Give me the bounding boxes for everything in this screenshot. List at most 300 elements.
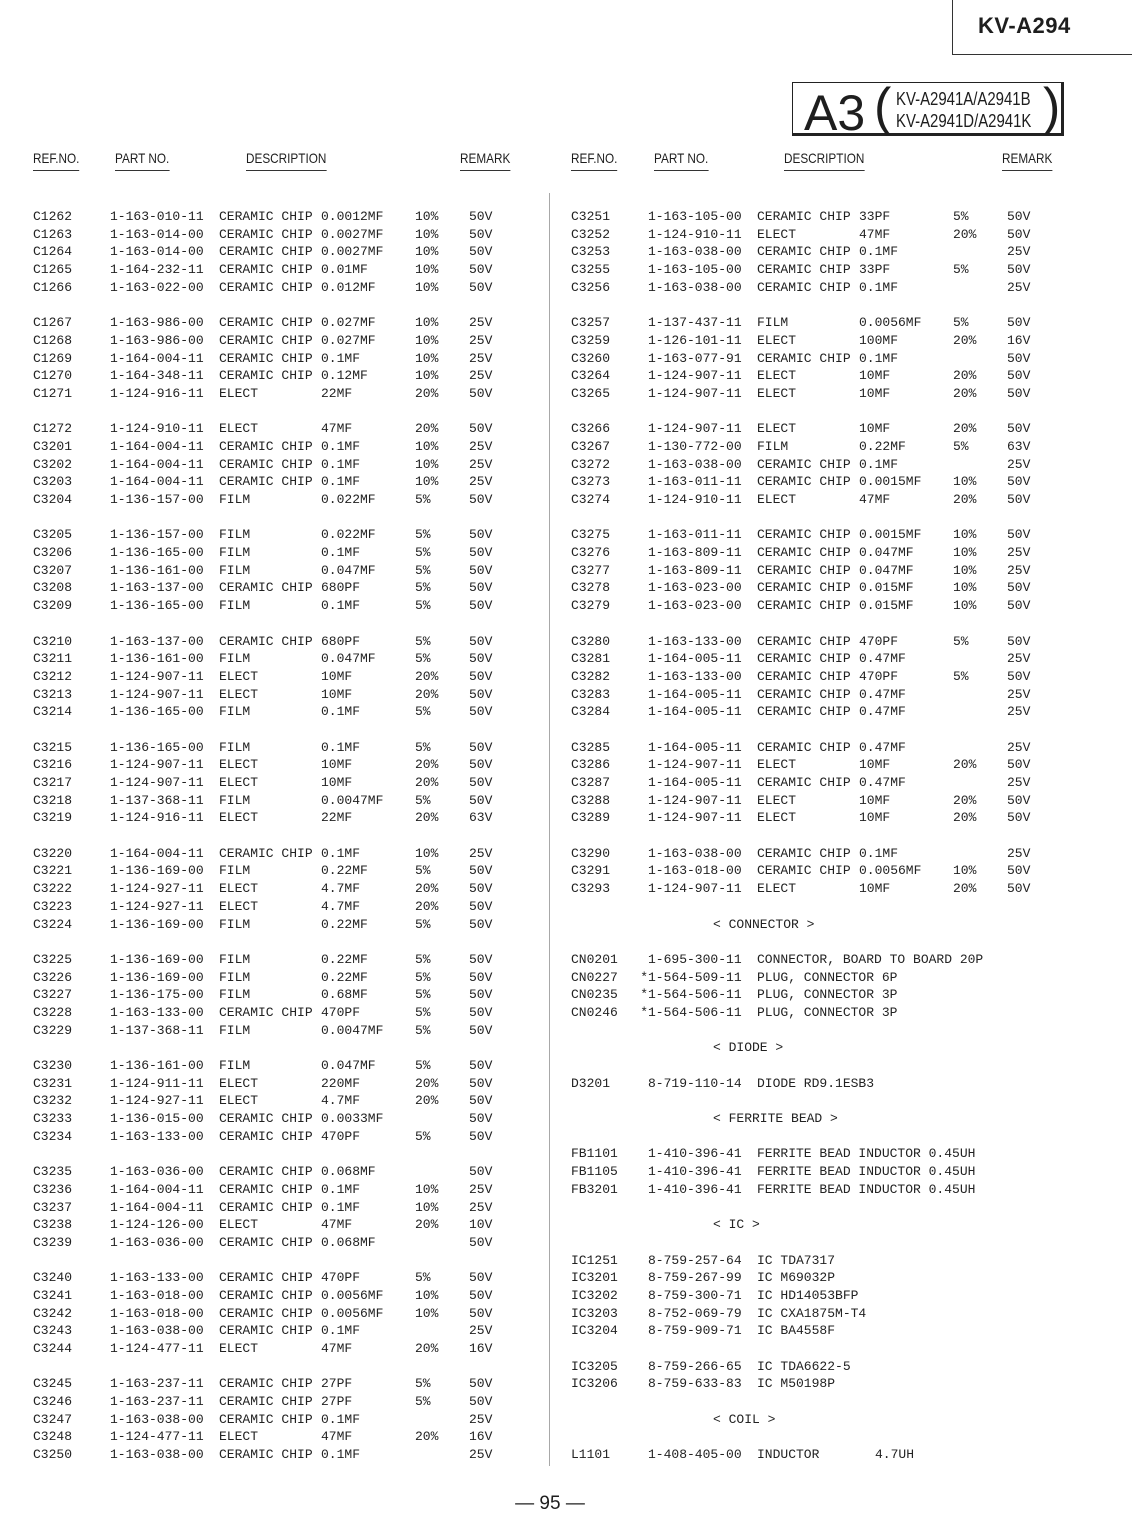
description: CERAMIC CHIP bbox=[757, 598, 851, 614]
tolerance: 5% bbox=[415, 1270, 431, 1286]
part-no: 1-163-023-00 bbox=[648, 580, 742, 596]
column-header-part: PART NO. bbox=[115, 150, 169, 171]
description: ELECT bbox=[757, 421, 797, 437]
part-row bbox=[33, 491, 543, 509]
voltage: 50V bbox=[469, 987, 493, 1003]
value: 33PF bbox=[859, 209, 891, 224]
ref-no: C3221 bbox=[33, 863, 73, 879]
description: CERAMIC CHIP bbox=[219, 1411, 313, 1427]
ref-no: C3253 bbox=[571, 244, 611, 260]
ref-no: IC3205 bbox=[571, 1358, 618, 1374]
voltage: 50V bbox=[469, 1128, 493, 1144]
voltage: 50V bbox=[1007, 633, 1031, 649]
part-no: 1-163-986-00 bbox=[110, 332, 204, 348]
voltage: 25V bbox=[1007, 686, 1031, 702]
tolerance: 10% bbox=[415, 1305, 439, 1321]
part-row bbox=[33, 420, 543, 438]
part-row bbox=[33, 1446, 543, 1464]
value: 22MF bbox=[321, 385, 353, 401]
part-no: 1-163-022-00 bbox=[110, 279, 204, 295]
description: ELECT bbox=[219, 1093, 259, 1109]
part-row bbox=[571, 279, 1071, 297]
part-row bbox=[33, 1375, 543, 1393]
description: CERAMIC CHIP bbox=[219, 244, 313, 260]
part-no: 8-759-909-71 bbox=[648, 1323, 742, 1339]
ref-no: C3232 bbox=[33, 1093, 73, 1109]
description: CERAMIC CHIP bbox=[757, 350, 851, 366]
voltage: 25V bbox=[469, 1447, 493, 1463]
tolerance: 20% bbox=[953, 792, 977, 808]
ref-no: C3219 bbox=[33, 810, 73, 826]
value: 22MF bbox=[321, 810, 353, 826]
tolerance: 20% bbox=[415, 1217, 439, 1233]
description: FILM bbox=[219, 1022, 251, 1038]
part-row bbox=[33, 633, 543, 651]
part-no: 1-163-011-11 bbox=[648, 527, 742, 543]
tolerance: 10% bbox=[953, 580, 977, 596]
ref-no: C1266 bbox=[33, 279, 73, 295]
model-number: KV-A294 bbox=[978, 13, 1071, 38]
part-row bbox=[33, 279, 543, 297]
tolerance: 5% bbox=[415, 598, 431, 614]
part-row bbox=[33, 898, 543, 916]
part-no: 1-124-910-11 bbox=[648, 492, 742, 507]
part-row bbox=[33, 969, 543, 987]
part-no: 1-163-038-00 bbox=[648, 456, 742, 472]
value: 0.1MF bbox=[321, 438, 361, 454]
ref-no: C3231 bbox=[33, 1075, 73, 1091]
ref-no: C3250 bbox=[33, 1447, 73, 1463]
part-no: 1-136-165-00 bbox=[110, 704, 204, 720]
part-no: 8-752-069-79 bbox=[648, 1305, 742, 1321]
part-no: 1-126-101-11 bbox=[648, 332, 742, 348]
section-block bbox=[571, 1039, 1071, 1057]
value: 0.22MF bbox=[321, 863, 368, 879]
model-variant: KV-A2941A/A2941B bbox=[896, 89, 1031, 109]
value: 0.1MF bbox=[859, 456, 899, 472]
part-no: 1-408-405-00 bbox=[648, 1447, 742, 1463]
tolerance: 20% bbox=[415, 1429, 439, 1445]
value: 0.1MF bbox=[321, 1181, 361, 1197]
parts-group bbox=[33, 420, 543, 508]
tolerance: 10% bbox=[953, 562, 977, 578]
description: FILM bbox=[219, 969, 251, 985]
ref-no: C3215 bbox=[33, 739, 73, 755]
value: 0.015MF bbox=[859, 580, 914, 596]
part-no: 1-164-232-11 bbox=[110, 262, 204, 278]
voltage: 50V bbox=[1007, 668, 1031, 684]
value: 0.68MF bbox=[321, 987, 368, 1003]
tolerance: 5% bbox=[953, 315, 969, 331]
part-no: 1-163-809-11 bbox=[648, 545, 742, 561]
part-row bbox=[33, 1181, 543, 1199]
value: 27PF bbox=[321, 1394, 353, 1410]
ref-no: C3256 bbox=[571, 279, 611, 295]
ref-no: CN0201 bbox=[571, 951, 618, 967]
part-no: 8-759-266-65 bbox=[648, 1358, 742, 1374]
ref-no: FB1101 bbox=[571, 1146, 618, 1162]
tolerance: 10% bbox=[415, 1287, 439, 1303]
part-no: 1-124-907-11 bbox=[110, 686, 204, 702]
description: ELECT bbox=[757, 332, 797, 348]
description: ELECT bbox=[757, 385, 797, 401]
column-header-description: DESCRIPTION bbox=[246, 150, 326, 171]
part-row bbox=[571, 261, 1071, 279]
ref-no: C3273 bbox=[571, 474, 611, 490]
tolerance: 5% bbox=[415, 1058, 431, 1073]
parts-group bbox=[571, 739, 1071, 827]
parts-group bbox=[33, 739, 543, 827]
tolerance: 5% bbox=[415, 969, 431, 985]
voltage: 25V bbox=[1007, 845, 1031, 861]
part-no: 1-124-907-11 bbox=[648, 792, 742, 808]
description: CERAMIC CHIP bbox=[219, 315, 313, 331]
part-row bbox=[33, 208, 543, 226]
description: ELECT bbox=[219, 1075, 259, 1091]
description: CERAMIC CHIP bbox=[219, 1270, 313, 1286]
description: PLUG, CONNECTOR 6P bbox=[757, 969, 898, 985]
tolerance: 5% bbox=[415, 545, 431, 561]
description: CERAMIC CHIP bbox=[219, 1128, 313, 1144]
value: 470PF bbox=[859, 668, 899, 684]
part-no: 1-164-348-11 bbox=[110, 368, 204, 384]
tolerance: 10% bbox=[415, 332, 439, 348]
voltage: 50V bbox=[1007, 350, 1031, 366]
part-no: 1-137-437-11 bbox=[648, 315, 742, 331]
part-no: 1-124-907-11 bbox=[648, 757, 742, 773]
ref-no: C3242 bbox=[33, 1305, 73, 1321]
part-no: 1-124-910-11 bbox=[648, 226, 742, 242]
part-no: 1-164-004-11 bbox=[110, 456, 204, 472]
description: ELECT bbox=[219, 775, 259, 790]
ref-no: C3286 bbox=[571, 757, 611, 773]
description: CERAMIC CHIP bbox=[757, 739, 851, 755]
part-no: 1-136-169-00 bbox=[110, 951, 204, 967]
voltage: 10V bbox=[469, 1217, 493, 1233]
description: ELECT bbox=[757, 492, 797, 507]
tolerance: 10% bbox=[415, 226, 439, 242]
ref-no: C3265 bbox=[571, 385, 611, 401]
part-no: 1-124-910-11 bbox=[110, 421, 204, 437]
voltage: 63V bbox=[1007, 438, 1031, 454]
value: 10MF bbox=[859, 421, 891, 437]
ref-no: C1272 bbox=[33, 421, 73, 437]
part-row bbox=[33, 756, 543, 774]
part-row bbox=[33, 1022, 543, 1040]
part-no: 1-164-004-11 bbox=[110, 845, 204, 861]
description: CERAMIC CHIP bbox=[757, 704, 851, 720]
description: ELECT bbox=[219, 1341, 259, 1356]
ref-no: C3208 bbox=[33, 580, 73, 596]
ref-no: C3209 bbox=[33, 598, 73, 614]
parts-group bbox=[33, 526, 543, 614]
parts-group bbox=[571, 1252, 1071, 1340]
part-no: 1-124-916-11 bbox=[110, 810, 204, 826]
description: FILM bbox=[219, 863, 251, 879]
voltage: 50V bbox=[469, 244, 493, 260]
part-no: 1-124-907-11 bbox=[648, 385, 742, 401]
description: IC M50198P bbox=[757, 1376, 836, 1392]
part-row bbox=[33, 473, 543, 491]
ref-no: L1101 bbox=[571, 1447, 611, 1463]
voltage: 50V bbox=[469, 1022, 493, 1038]
tolerance: 10% bbox=[415, 209, 439, 224]
part-row bbox=[571, 1446, 1071, 1464]
description: ELECT bbox=[219, 686, 259, 702]
value: 0.068MF bbox=[321, 1234, 376, 1250]
part-no: 1-136-165-00 bbox=[110, 545, 204, 561]
part-row bbox=[571, 1269, 1071, 1287]
voltage: 50V bbox=[469, 279, 493, 295]
tolerance: 20% bbox=[953, 385, 977, 401]
value: 0.027MF bbox=[321, 315, 376, 331]
value: 0.0047MF bbox=[321, 792, 384, 808]
voltage: 25V bbox=[1007, 651, 1031, 667]
part-row bbox=[33, 367, 543, 385]
tolerance: 20% bbox=[415, 385, 439, 401]
value: 0.068MF bbox=[321, 1164, 376, 1180]
part-no: 8-759-300-71 bbox=[648, 1287, 742, 1303]
voltage: 50V bbox=[469, 385, 493, 401]
parts-group bbox=[33, 951, 543, 1039]
part-no: 1-124-907-11 bbox=[110, 668, 204, 684]
page-number: — 95 — bbox=[515, 1493, 585, 1514]
part-no: 1-136-157-00 bbox=[110, 492, 204, 507]
ref-no: C3257 bbox=[571, 315, 611, 331]
tolerance: 10% bbox=[415, 456, 439, 472]
part-no: 1-163-018-00 bbox=[110, 1305, 204, 1321]
tolerance: 5% bbox=[415, 651, 431, 667]
description: FILM bbox=[219, 527, 251, 543]
part-no: 1-136-169-00 bbox=[110, 969, 204, 985]
tolerance: 20% bbox=[953, 881, 977, 897]
voltage: 50V bbox=[469, 562, 493, 578]
voltage: 25V bbox=[469, 438, 493, 454]
part-row bbox=[33, 986, 543, 1004]
value: 0.0015MF bbox=[859, 527, 922, 543]
part-no: 1-124-907-11 bbox=[648, 810, 742, 826]
parts-group bbox=[33, 633, 543, 721]
voltage: 50V bbox=[469, 633, 493, 649]
part-no: 1-163-014-00 bbox=[110, 244, 204, 260]
part-row bbox=[571, 385, 1071, 403]
part-row bbox=[571, 739, 1071, 757]
value: 0.047MF bbox=[321, 1058, 376, 1073]
voltage: 50V bbox=[1007, 863, 1031, 879]
description: CERAMIC CHIP bbox=[219, 456, 313, 472]
voltage: 50V bbox=[469, 527, 493, 543]
part-row bbox=[571, 633, 1071, 651]
value: 4.7MF bbox=[321, 881, 361, 897]
value: 47MF bbox=[321, 421, 353, 437]
voltage: 25V bbox=[1007, 545, 1031, 561]
voltage: 50V bbox=[1007, 315, 1031, 331]
part-row bbox=[33, 1234, 543, 1252]
ref-no: C3285 bbox=[571, 739, 611, 755]
value: 0.047MF bbox=[859, 545, 914, 561]
section-block bbox=[571, 1411, 1071, 1429]
description: PLUG, CONNECTOR 3P bbox=[757, 987, 898, 1003]
part-no: 1-124-126-00 bbox=[110, 1217, 204, 1233]
part-no: 1-163-986-00 bbox=[110, 315, 204, 331]
voltage: 50V bbox=[1007, 421, 1031, 437]
model-variants bbox=[896, 88, 1031, 132]
description: IC M69032P bbox=[757, 1270, 836, 1286]
voltage: 25V bbox=[1007, 775, 1031, 790]
part-row bbox=[33, 1393, 543, 1411]
ref-no: C3274 bbox=[571, 492, 611, 507]
board-id: A3 bbox=[804, 85, 866, 141]
voltage: 50V bbox=[469, 916, 493, 932]
ref-no: C1263 bbox=[33, 226, 73, 242]
part-no: 1-163-038-00 bbox=[110, 1447, 204, 1463]
ref-no: C3222 bbox=[33, 881, 73, 897]
part-no: 1-163-133-00 bbox=[110, 1004, 204, 1020]
description: FILM bbox=[219, 492, 251, 507]
value: 47MF bbox=[321, 1341, 353, 1356]
voltage: 50V bbox=[469, 209, 493, 224]
ref-no: CN0235 bbox=[571, 987, 618, 1003]
tolerance: 10% bbox=[953, 863, 977, 879]
value: 0.047MF bbox=[321, 651, 376, 667]
description: CERAMIC CHIP bbox=[757, 633, 851, 649]
part-row bbox=[571, 1358, 1071, 1376]
part-row bbox=[571, 491, 1071, 509]
ref-no: D3201 bbox=[571, 1075, 611, 1091]
parts-list-left-column bbox=[33, 208, 543, 1464]
description: FILM bbox=[219, 987, 251, 1003]
description: FILM bbox=[219, 739, 251, 755]
part-no: 1-163-023-00 bbox=[648, 598, 742, 614]
part-no: 1-163-018-00 bbox=[648, 863, 742, 879]
part-row bbox=[571, 314, 1071, 332]
ref-no: C3260 bbox=[571, 350, 611, 366]
parts-group bbox=[571, 1075, 1071, 1093]
tolerance: 20% bbox=[953, 810, 977, 826]
part-row bbox=[571, 809, 1071, 827]
ref-no: C3264 bbox=[571, 368, 611, 384]
ref-no: C3228 bbox=[33, 1004, 73, 1020]
description: CERAMIC CHIP bbox=[219, 1323, 313, 1339]
description: ELECT bbox=[219, 1217, 259, 1233]
tolerance: 5% bbox=[415, 1022, 431, 1038]
ref-no: CN0227 bbox=[571, 969, 618, 985]
value: 0.1MF bbox=[321, 598, 361, 614]
ref-no: C3223 bbox=[33, 898, 73, 914]
value: 0.47MF bbox=[859, 651, 906, 667]
part-row bbox=[33, 668, 543, 686]
tolerance: 5% bbox=[415, 580, 431, 596]
tolerance: 5% bbox=[953, 262, 969, 278]
part-no: 8-759-633-83 bbox=[648, 1376, 742, 1392]
part-no: 1-136-165-00 bbox=[110, 598, 204, 614]
part-no: 1-124-907-11 bbox=[648, 881, 742, 897]
value: 0.1MF bbox=[321, 545, 361, 561]
value: 4.7MF bbox=[321, 1093, 361, 1109]
board-id-box bbox=[792, 78, 1064, 141]
description: CERAMIC CHIP bbox=[219, 279, 313, 295]
tolerance: 10% bbox=[415, 262, 439, 278]
voltage: 25V bbox=[469, 1181, 493, 1197]
value: 0.22MF bbox=[321, 969, 368, 985]
ref-no: C3291 bbox=[571, 863, 611, 879]
part-row bbox=[571, 1252, 1071, 1270]
ref-no: C3203 bbox=[33, 474, 73, 490]
tolerance: 5% bbox=[415, 916, 431, 932]
description: CERAMIC CHIP bbox=[219, 209, 313, 224]
ref-no: C1267 bbox=[33, 315, 73, 331]
value: 470PF bbox=[859, 633, 899, 649]
tolerance: 20% bbox=[415, 810, 439, 826]
part-row bbox=[571, 579, 1071, 597]
tolerance: 5% bbox=[415, 987, 431, 1003]
part-row bbox=[33, 809, 543, 827]
voltage: 50V bbox=[469, 792, 493, 808]
part-no: 8-719-110-14 bbox=[648, 1075, 742, 1091]
tolerance: 5% bbox=[953, 633, 969, 649]
ref-no: C3281 bbox=[571, 651, 611, 667]
value: 100MF bbox=[859, 332, 899, 348]
part-row bbox=[571, 862, 1071, 880]
part-no: 1-163-237-11 bbox=[110, 1394, 204, 1410]
part-row bbox=[571, 332, 1071, 350]
ref-no: C3238 bbox=[33, 1217, 73, 1233]
part-row bbox=[33, 1428, 543, 1446]
tolerance: 20% bbox=[415, 421, 439, 437]
voltage: 50V bbox=[469, 1287, 493, 1303]
value: 470PF bbox=[321, 1270, 361, 1286]
tolerance: 20% bbox=[415, 1341, 439, 1356]
part-row bbox=[33, 916, 543, 934]
part-no: 1-137-368-11 bbox=[110, 1022, 204, 1038]
parts-group bbox=[571, 633, 1071, 721]
part-no: 1-164-005-11 bbox=[648, 775, 742, 790]
voltage: 50V bbox=[1007, 492, 1031, 507]
tolerance: 5% bbox=[415, 739, 431, 755]
value: 0.012MF bbox=[321, 279, 376, 295]
tolerance: 20% bbox=[953, 492, 977, 507]
parts-group bbox=[571, 1446, 1071, 1464]
ref-no: CN0246 bbox=[571, 1004, 618, 1020]
ref-no: C3283 bbox=[571, 686, 611, 702]
value: 0.0056MF bbox=[859, 863, 922, 879]
part-no: 1-136-015-00 bbox=[110, 1111, 204, 1127]
ref-no: C3243 bbox=[33, 1323, 73, 1339]
part-row bbox=[571, 526, 1071, 544]
value: 220MF bbox=[321, 1075, 361, 1091]
value: 0.0056MF bbox=[321, 1287, 384, 1303]
voltage: 50V bbox=[1007, 810, 1031, 826]
ref-no: C3266 bbox=[571, 421, 611, 437]
value: 0.022MF bbox=[321, 527, 376, 543]
part-no: 1-124-927-11 bbox=[110, 881, 204, 897]
description: CERAMIC CHIP bbox=[757, 845, 851, 861]
part-row bbox=[33, 703, 543, 721]
column-header-part: PART NO. bbox=[654, 150, 708, 171]
ref-no: C3239 bbox=[33, 1234, 73, 1250]
tolerance: 5% bbox=[415, 1394, 431, 1410]
part-no: 1-163-038-00 bbox=[648, 244, 742, 260]
description: ELECT bbox=[219, 668, 259, 684]
value: 0.0056MF bbox=[321, 1305, 384, 1321]
value: 0.047MF bbox=[321, 562, 376, 578]
voltage: 50V bbox=[469, 757, 493, 773]
tolerance: 10% bbox=[415, 474, 439, 490]
voltage: 25V bbox=[1007, 739, 1031, 755]
voltage: 63V bbox=[469, 810, 493, 826]
part-row bbox=[33, 792, 543, 810]
description: CERAMIC CHIP bbox=[219, 368, 313, 384]
